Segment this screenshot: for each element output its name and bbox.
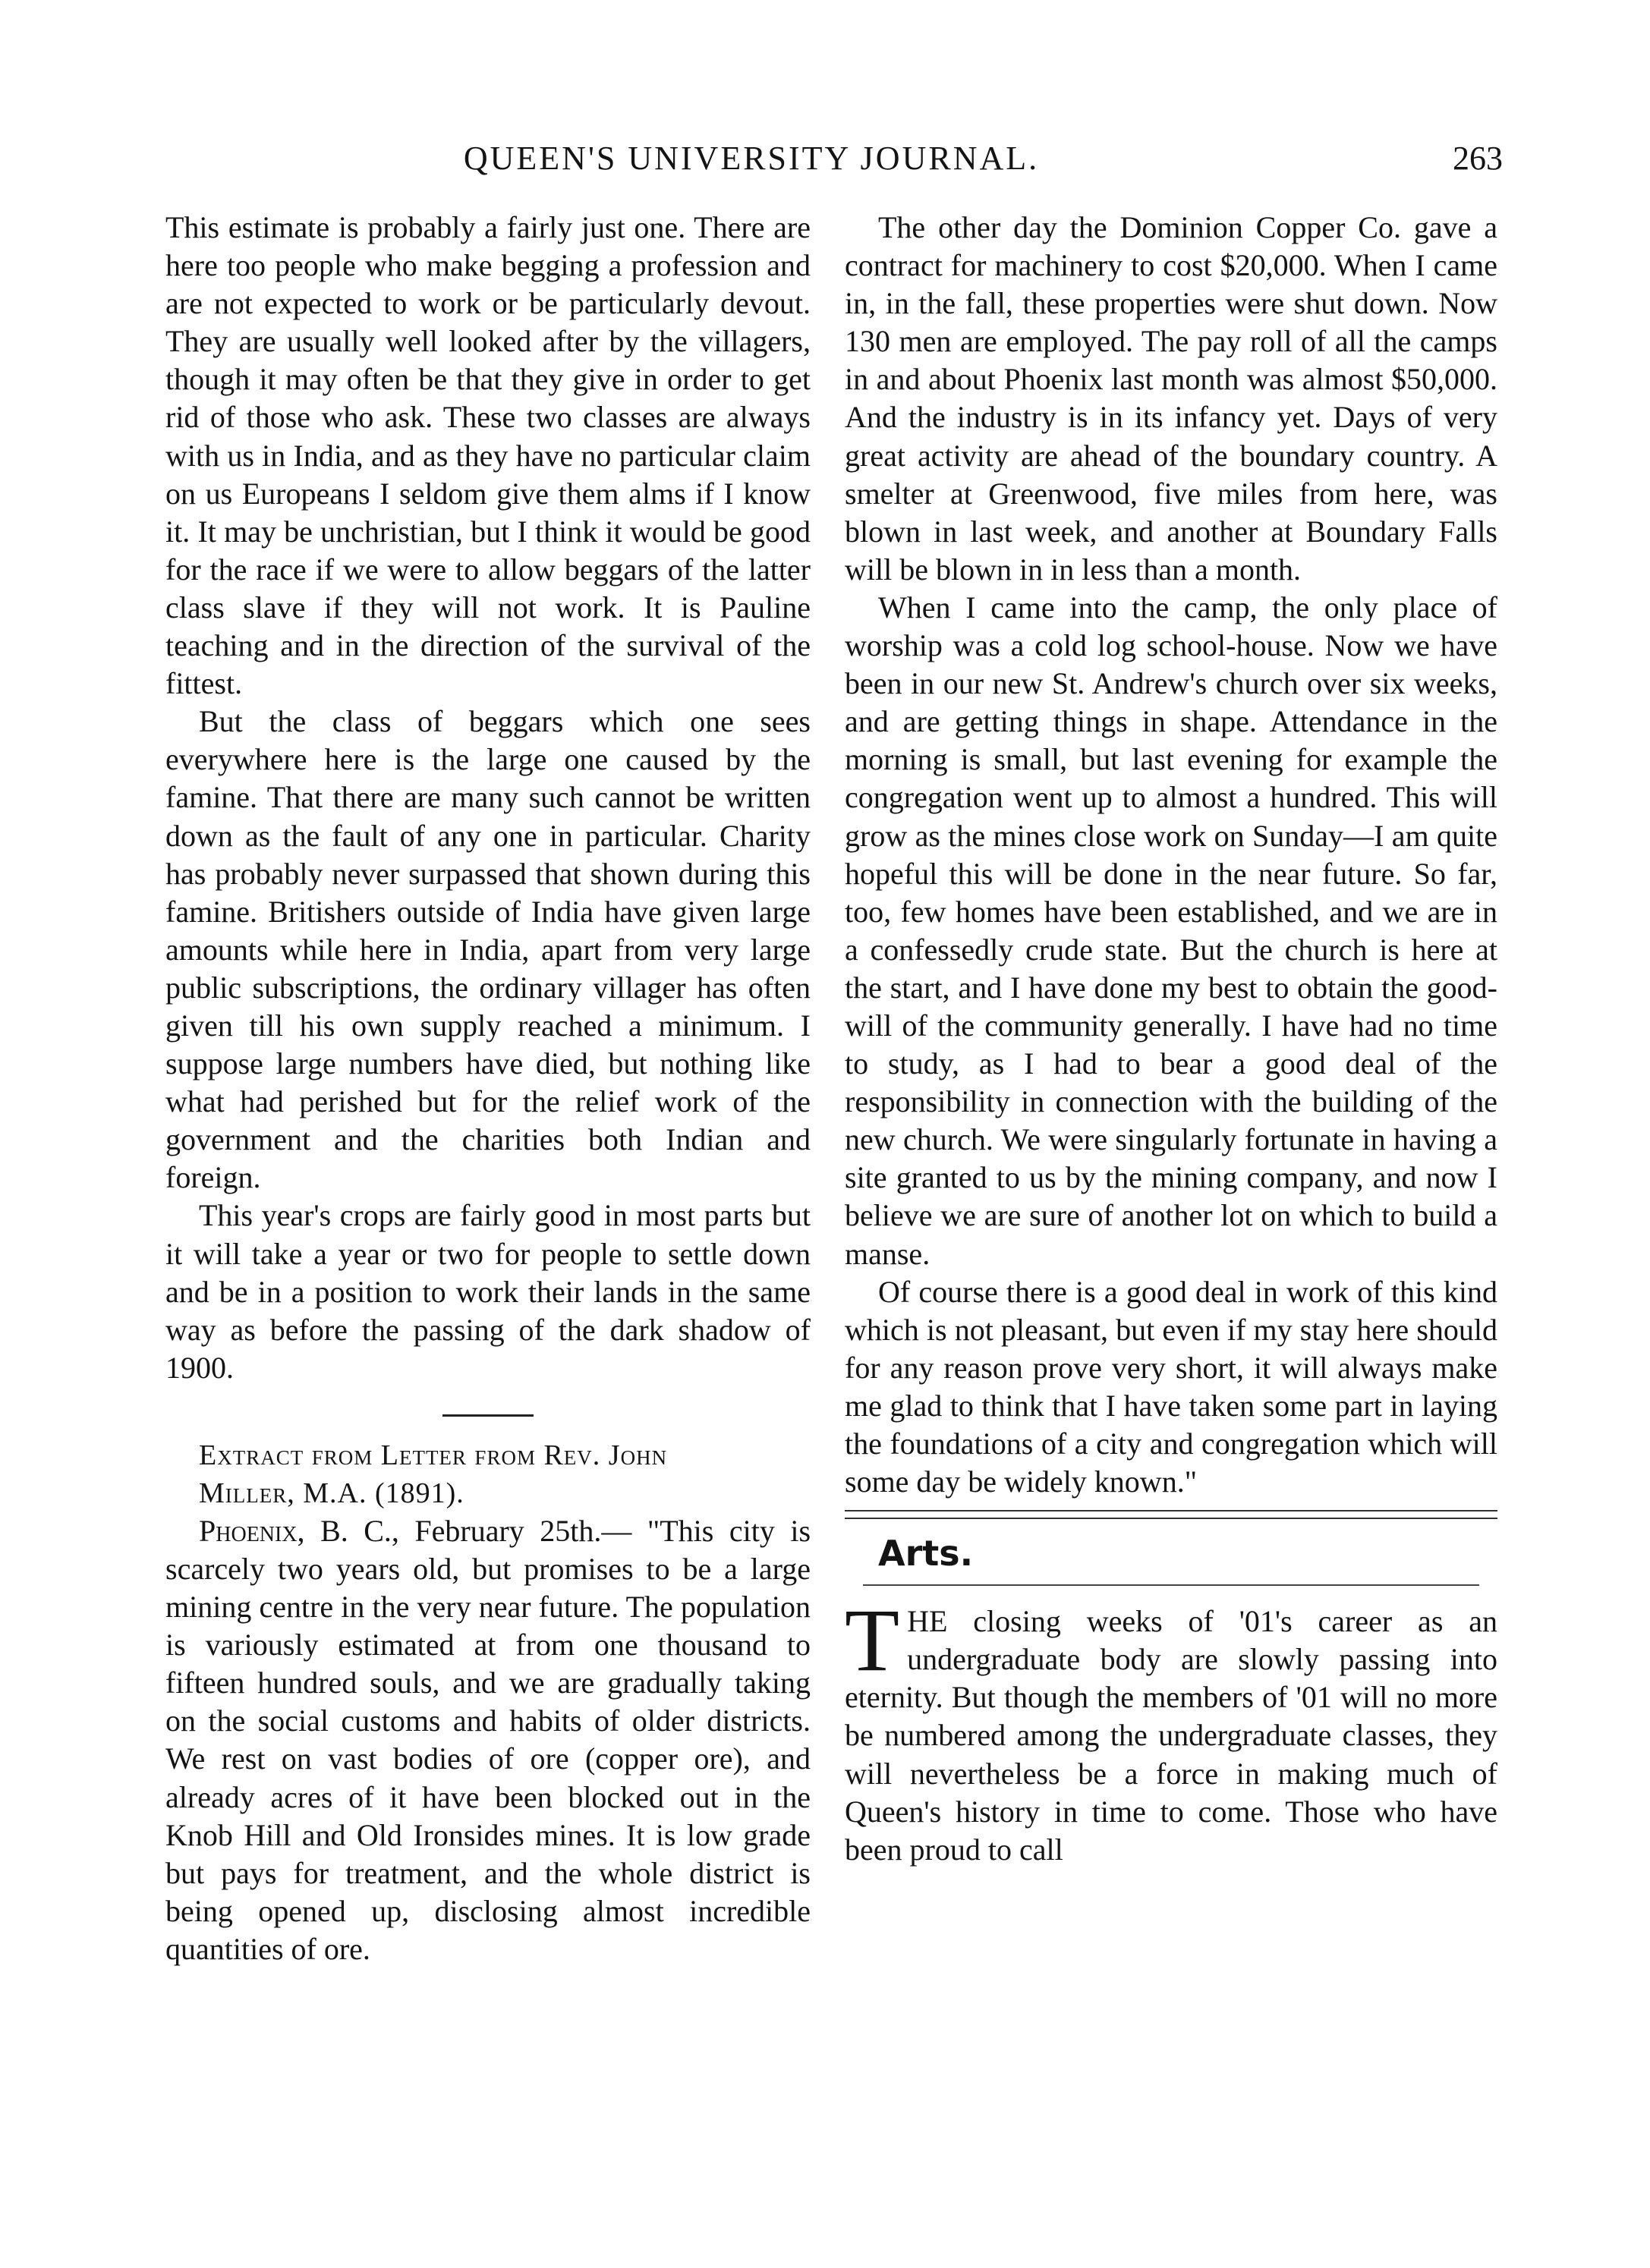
- letter-paragraph-text: B. C., February 25th.— "This city is scarcely two years old, but promises to be a large mining centre in the very near future. The population is variously estimated at from one thousand to fifteen hundred souls, and we are gradually taking on the social customs and habits of older districts. We rest on vast bodies of ore (copper ore), and already acres of it have been blocked out in the Knob Hill and Old Ironsides mines. It is low grade but pays for treatment, and the whole district is being opened up, disclosing almost incredible quantities of ore.: [165, 1513, 811, 1966]
- extract-heading-line-1: Extract from Letter from Rev. John: [199, 1439, 668, 1471]
- right-paragraph-3: Of course there is a good deal in work of this kind which is not pleasant, but even if my stay here should for any reason prove very short, it will always make me glad to think that I have taken some part in laying the foundations of a city and congregation which will some day be widely known.": [845, 1274, 1497, 1499]
- left-paragraph-2: But the class of beggars which one sees everywhere here is the large one caused by the famine. That there are many such cannot be written down as the fault of any one in particular. Charity has probably never surpassed that shown during this famine. Britishers outside of India have given large amounts while here in India, apart from very large public subscriptions, the ordinary villager has often given till his own supply reached a minimum. I suppose large numbers have died, but nothing like what had perished but for the relief work of the government and the charities both Indian and foreign.: [165, 704, 811, 1195]
- left-column: [165, 209, 811, 1968]
- section-double-rule: [845, 1510, 1497, 1519]
- extract-heading-line-2: Miller, M.A. (1891).: [199, 1477, 464, 1509]
- right-column: [845, 209, 1497, 1869]
- arts-section-heading: Arts.: [878, 1533, 974, 1574]
- page-number: 263: [1453, 140, 1503, 177]
- left-paragraph-3: This year's crops are fairly good in most parts but it will take a year or two for people to settle down and be in a position to work their lands in the same way as before the passing of the dark shadow of 1900.: [165, 1198, 811, 1385]
- letter-place-lead: Phoenix,: [199, 1513, 305, 1548]
- left-paragraph-1: This estimate is probably a fairly just one. There are here too people who make begging a profession and are not expected to work or be particularly devout. They are usually well looked after by the villagers, though it may often be that they give in order to get rid of those who ask. These two classes are always with us in India, and as they have no particular claim on us Europeans I seldom give them alms if I know it. It may be unchristian, but I think it would be good for the race if we were to allow beggars of the latter class slave if they will not work. It is Pauline teaching and in the direction of the survival of the fittest.: [165, 210, 811, 701]
- page-header-title: QUEEN'S UNIVERSITY JOURNAL.: [463, 140, 1040, 177]
- right-paragraph-2: When I came into the camp, the only place of worship was a cold log school-house. Now we have been in our new St. Andrew's church over six weeks, and are getting things in shape. Attendance in the morning is small, but last evening for example the congregation went up to almost a hundred. This will grow as the mines close work on Sunday—I am quite hopeful this will be done in the near future. So far, too, few homes have been established, and we are in a confessedly crude state. But the church is here at the start, and I have done my best to obtain the good-will of the community generally. I have had no time to study, as I had to bear a good deal of the responsibility in connection with the building of the new church. We were singularly fortunate in having a site granted to us by the mining company, and now I believe we are sure of another lot on which to build a manse.: [845, 590, 1497, 1271]
- right-paragraph-1: The other day the Dominion Copper Co. gave a contract for machinery to cost $20,000. When I came in, in the fall, these properties were shut down. Now 130 men are employed. The pay roll of all the camps in and about Phoenix last month was almost $50,000. And the industry is in its infancy yet. Days of very great activity are ahead of the boundary country. A smelter at Greenwood, five miles from here, was blown in last week, and another at Boundary Falls will be blown in in less than a month.: [845, 210, 1497, 587]
- drop-cap: T: [845, 1590, 900, 1691]
- letter-paragraph: [165, 1512, 811, 1968]
- section-divider: [442, 1414, 534, 1417]
- arts-paragraph-text: HE closing weeks of '01's career as an undergraduate body are slowly passing into eternity. But though the members of '01 will no more be numbered among the undergraduate classes, they will nevertheless be a force in making much of Queen's history in time to come. Those who have been proud to call: [845, 1604, 1497, 1867]
- arts-heading-rule: [863, 1584, 1479, 1586]
- arts-paragraph-1: [845, 1590, 1497, 1869]
